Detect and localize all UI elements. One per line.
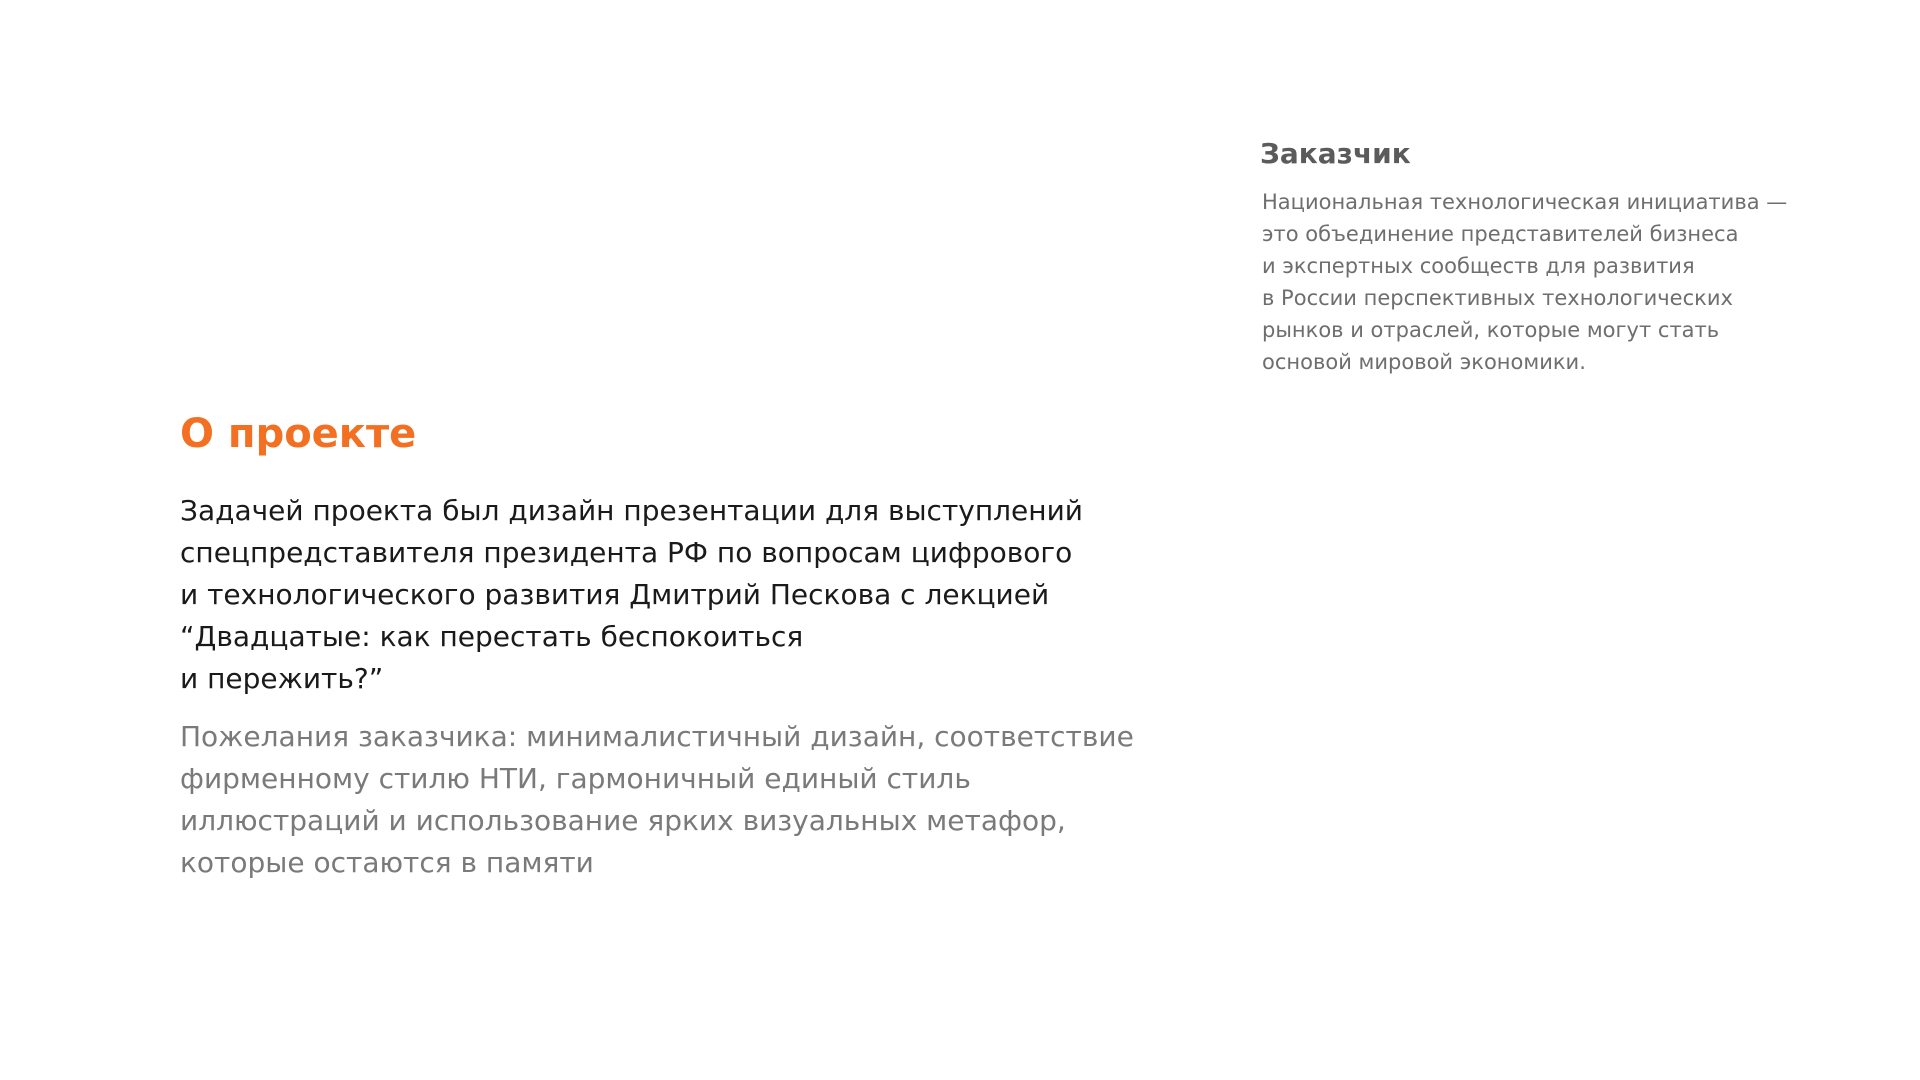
project-description-line: и технологического развития Дмитрий Пескова с лекцией: [180, 578, 1050, 611]
client-wishes: [180, 716, 1280, 884]
project-description: [180, 490, 1280, 700]
project-section: [180, 408, 1280, 884]
client-description-line: в России перспективных технологических: [1262, 286, 1733, 310]
client-description-line: Национальная технологическая инициатива —: [1262, 190, 1788, 214]
project-description-line: Задачей проекта был дизайн презентации для выступлений: [180, 494, 1083, 527]
project-heading: О проекте: [180, 411, 417, 457]
client-wishes-line: которые остаются в памяти: [180, 846, 594, 879]
client-heading: Заказчик: [1260, 137, 1411, 170]
client-description-line: рынков и отраслей, которые могут стать: [1262, 318, 1720, 342]
client-description: [1262, 186, 1860, 378]
client-description-line: основой мировой экономики.: [1262, 350, 1586, 374]
project-description-line: и пережить?”: [180, 662, 384, 695]
client-wishes-line: Пожелания заказчика: минималистичный дизайн, соответствие: [180, 720, 1134, 753]
client-section: [1260, 136, 1860, 378]
client-description-line: и экспертных сообществ для развития: [1262, 254, 1695, 278]
project-description-line: спецпредставителя президента РФ по вопросам цифрового: [180, 536, 1073, 569]
client-description-line: это объединение представителей бизнеса: [1262, 222, 1739, 246]
project-description-line: “Двадцатые: как перестать беспокоиться: [180, 620, 804, 653]
client-wishes-line: фирменному стилю НТИ, гармоничный единый стиль: [180, 762, 971, 795]
client-wishes-line: иллюстраций и использование ярких визуальных метафор,: [180, 804, 1066, 837]
